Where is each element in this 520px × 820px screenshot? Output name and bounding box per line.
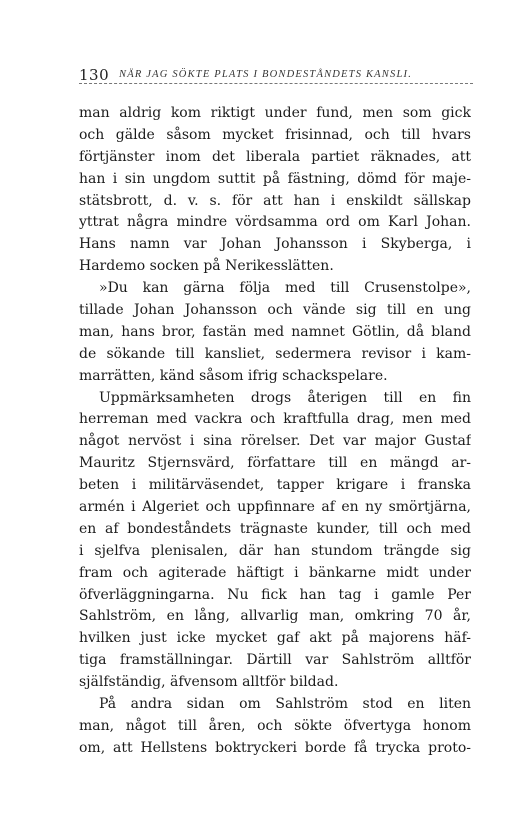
text-line: hvilken just icke mycket gaf akt på majorens häf- [79,630,471,647]
paragraph [79,694,471,760]
text-line: armén i Algeriet och uppfinnare af en ny smörtjärna, [79,499,471,516]
running-head [79,66,473,90]
page-number: 130 [79,66,110,84]
text-line: På andra sidan om Sahlström stod en liten [99,696,471,713]
text-line: förtjänster inom det liberala partiet räknades, att [79,148,471,165]
paragraph [79,388,471,694]
text-line: stätsbrott, d. v. s. för att han i enskildt sällskap [79,192,471,209]
text-line: marrätten, känd såsom ifrig schackspelare. [79,367,388,384]
text-line: Uppmärksamheten drogs återigen till en fin [99,389,471,406]
text-line: något nervöst i sina rörelser. Det var major Gustaf [79,433,471,450]
paragraph [79,103,471,278]
text-line: han i sin ungdom suttit på fästning, dömd för maje- [79,170,471,187]
text-line: »Du kan gärna följa med till Crusenstolpe», [99,280,471,297]
text-line: herreman med vackra och kraftfulla drag, men med [79,411,471,428]
text-line: Hans namn var Johan Johansson i Skyberga, i [79,236,471,253]
text-line: tillade Johan Johansson och vände sig till en ung [79,302,471,319]
header-rule [79,83,473,84]
text-line: tiga framställningar. Därtill var Sahlström alltför [79,652,471,669]
text-line: och gälde såsom mycket frisinnad, och till hvars [79,126,471,143]
text-line: själfständig, äfvensom alltför bildad. [79,674,339,691]
text-line: en af bondeståndets trägnaste kunder, till och med [79,520,471,537]
text-line: fram och agiterade häftigt i bänkarne midt under [79,564,471,581]
text-line: Hardemo socken på Nerikesslätten. [79,258,334,275]
paragraph [79,278,471,387]
text-line: öfverläggningarna. Nu fick han tag i gamle Per [79,586,471,603]
text-line: Sahlström, en lång, allvarlig man, omkring 70 år, [79,608,471,625]
text-line: de sökande till kansliet, sedermera revisor i kam- [79,345,471,362]
text-line: Mauritz Stjernsvärd, författare till en mängd ar- [79,455,471,472]
text-line: man aldrig kom riktigt under fund, men som gick [79,105,471,121]
text-line: man, något till åren, och sökte öfvertyga honom [79,717,471,734]
body-text [79,103,471,760]
text-line: beten i militärväsendet, tapper krigare i franska [79,477,471,494]
text-line: yttrat några mindre vördsamma ord om Karl Johan. [79,214,471,231]
running-title: NÄR JAG SÖKTE PLATS I BONDESTÅNDETS KANSLI. [119,69,413,80]
text-line: man, hans bror, fastän med namnet Götlin, då bland [79,323,471,340]
text-line: om, att Hellstens boktryckeri borde få trycka proto- [79,739,471,756]
text-line: i sjelfva plenisalen, där han stundom trängde sig [79,542,471,559]
